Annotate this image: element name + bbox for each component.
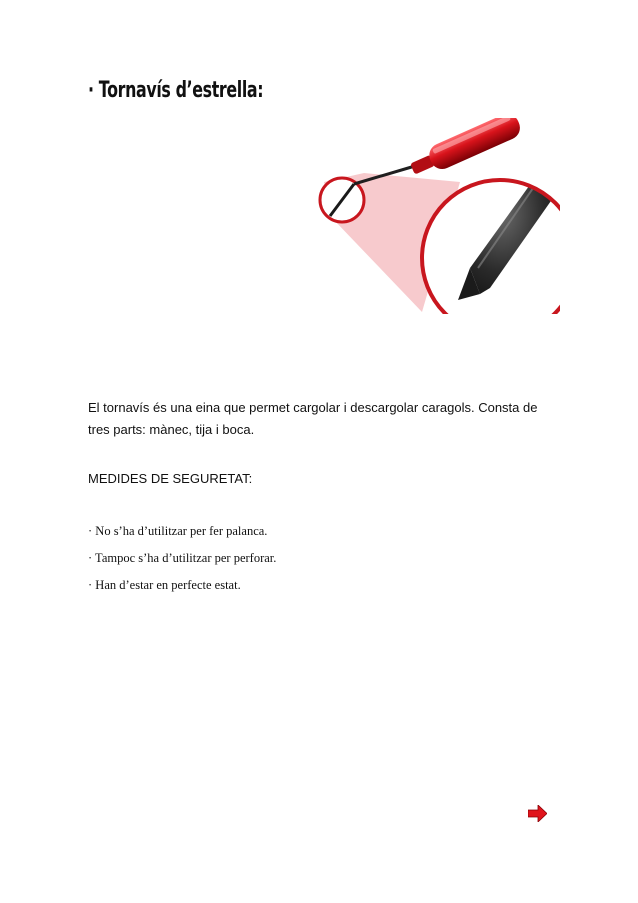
screwdriver-illustration [310,118,560,314]
list-item: · Tampoc s’ha d’utilitzar per perforar. [88,551,277,565]
section-heading: MEDIDES DE SEGURETAT: [88,471,253,486]
list-item: · Han d’estar en perfecte estat. [88,578,241,592]
list-item: · No s’ha d’utilitzar per fer palanca. [88,524,268,538]
safety-measures-list [88,521,276,602]
intro-paragraph: El tornavís és una eina que permet cargolar i descargolar caragols. Consta de tres parts: mànec, tija i boca. [88,400,538,437]
screwdriver-handle [407,118,524,181]
next-arrow-icon[interactable] [528,805,547,822]
page-title: · Tornavís d’estrella: [88,78,264,103]
